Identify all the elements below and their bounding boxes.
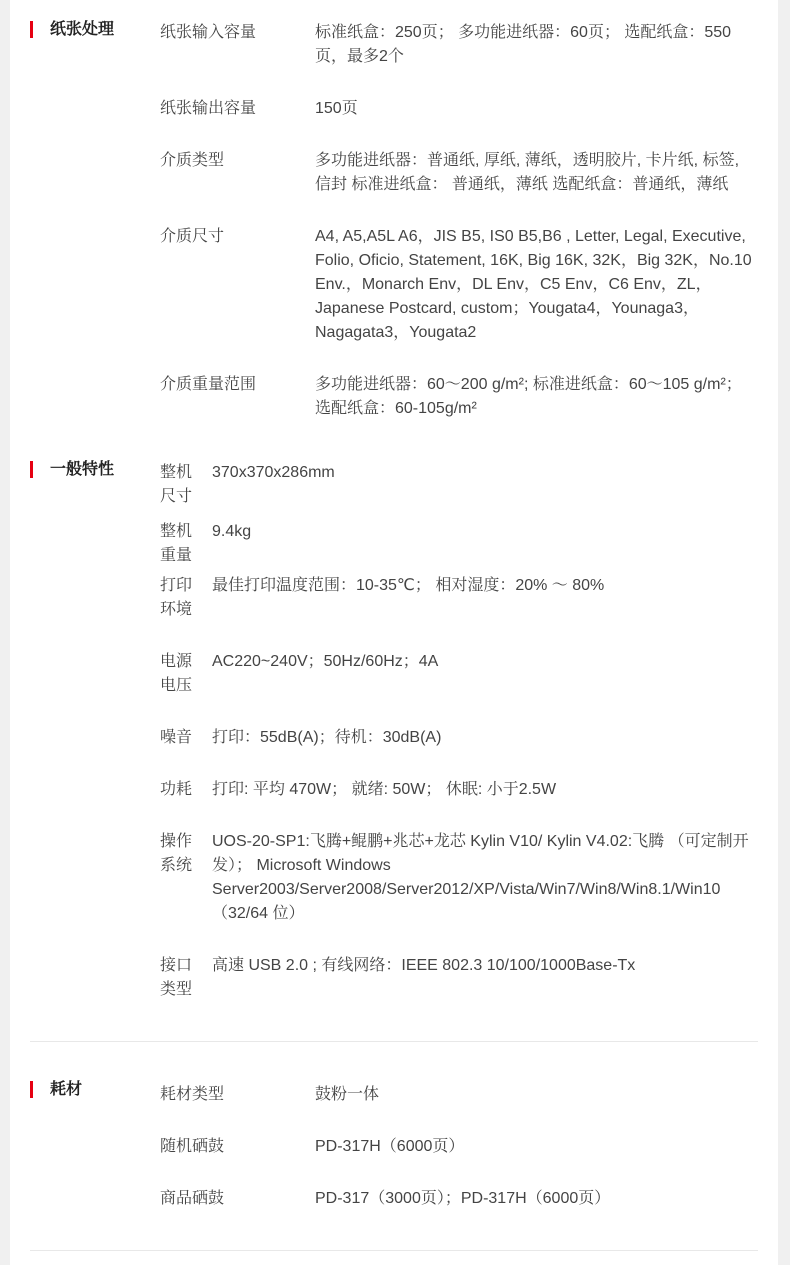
section-title: 一般特性 xyxy=(30,458,114,482)
spec-label: 纸张输入容量 xyxy=(160,24,257,41)
spec-value: 打印：55dB(A)；待机：30dB(A) xyxy=(212,729,442,746)
spec-label: 纸张输出容量 xyxy=(160,100,257,117)
section-title: 纸张处理 xyxy=(30,18,114,42)
section-title: 耗材 xyxy=(30,1078,82,1102)
spec-label: 整机重量 xyxy=(160,523,193,564)
spec-value: 高速 USB 2.0 ; 有线网络：IEEE 802.3 10/100/1000Base-Tx xyxy=(212,957,636,974)
spec-value: PD-317H（6000页） xyxy=(315,1138,465,1155)
spec-value: 150页 xyxy=(315,100,358,117)
spec-label: 操作系统 xyxy=(160,833,193,874)
spec-label: 商品硒鼓 xyxy=(160,1190,225,1207)
spec-value: A4, A5,A5L A6，JIS B5, IS0 B5,B6 , Letter, Legal, Executive, Folio, Oficio, Statement, 16K, Big 16K, 32K，Big 32K，No.10 Env.，Monarch Env，DL Env，C5 Env，C6 Env，ZL，Japanese Postcard, custom；Yougata4，Younaga3，Nagagata3，Yougata2 xyxy=(315,228,752,341)
spec-value: AC220~240V；50Hz/60Hz；4A xyxy=(212,653,439,670)
spec-value: 打印: 平均 470W； 就绪: 50W； 休眠: 小于2.5W xyxy=(212,781,557,798)
spec-label: 功耗 xyxy=(160,781,193,798)
spec-label: 介质尺寸 xyxy=(160,228,225,245)
spec-value: 标准纸盒：250页； 多功能进纸器：60页； 选配纸盒：550页，最多2个 xyxy=(315,24,732,65)
spec-label: 介质重量范围 xyxy=(160,376,257,393)
spec-value: 370x370x286mm xyxy=(212,464,335,481)
spec-label: 介质类型 xyxy=(160,152,225,169)
spec-value: 多功能进纸器：普通纸, 厚纸, 薄纸，透明胶片, 卡片纸, 标签, 信封 标准进纸盒： 普通纸，薄纸 选配纸盒：普通纸，薄纸 xyxy=(315,152,740,193)
section-consumables xyxy=(30,1078,758,1218)
spec-value: 鼓粉一体 xyxy=(315,1086,380,1103)
spec-value: UOS-20-SP1:飞腾+鲲鹏+兆芯+龙芯 Kylin V10/ Kylin V4.02:飞腾 （可定制开发）； Microsoft Windows Server2003/Server2008/Server2012/XP/Vista/Win7/Win8/Win8.1/Win10（32/64 位） xyxy=(212,833,749,922)
section-paper-handling xyxy=(30,18,758,428)
spec-card xyxy=(10,0,778,1265)
spec-value: PD-317（3000页）；PD-317H（6000页） xyxy=(315,1190,611,1207)
section-divider xyxy=(30,1250,758,1251)
spec-label: 随机硒鼓 xyxy=(160,1138,225,1155)
spec-label: 电源电压 xyxy=(160,653,193,694)
spec-value: 9.4kg xyxy=(212,523,252,540)
spec-label: 整机尺寸 xyxy=(160,464,193,505)
spec-value: 最佳打印温度范围：10-35℃； 相对湿度：20% ～ 80% xyxy=(212,577,605,594)
spec-label: 打印环境 xyxy=(160,577,193,618)
section-divider xyxy=(30,1041,758,1042)
spec-label: 接口类型 xyxy=(160,957,193,998)
spec-label: 耗材类型 xyxy=(160,1086,225,1103)
spec-value: 多功能进纸器：60～200 g/m²; 标准进纸盒：60～105 g/m²； 选配纸盒：60-105g/m² xyxy=(315,376,742,417)
section-general xyxy=(30,458,758,1018)
spec-label: 噪音 xyxy=(160,729,193,746)
